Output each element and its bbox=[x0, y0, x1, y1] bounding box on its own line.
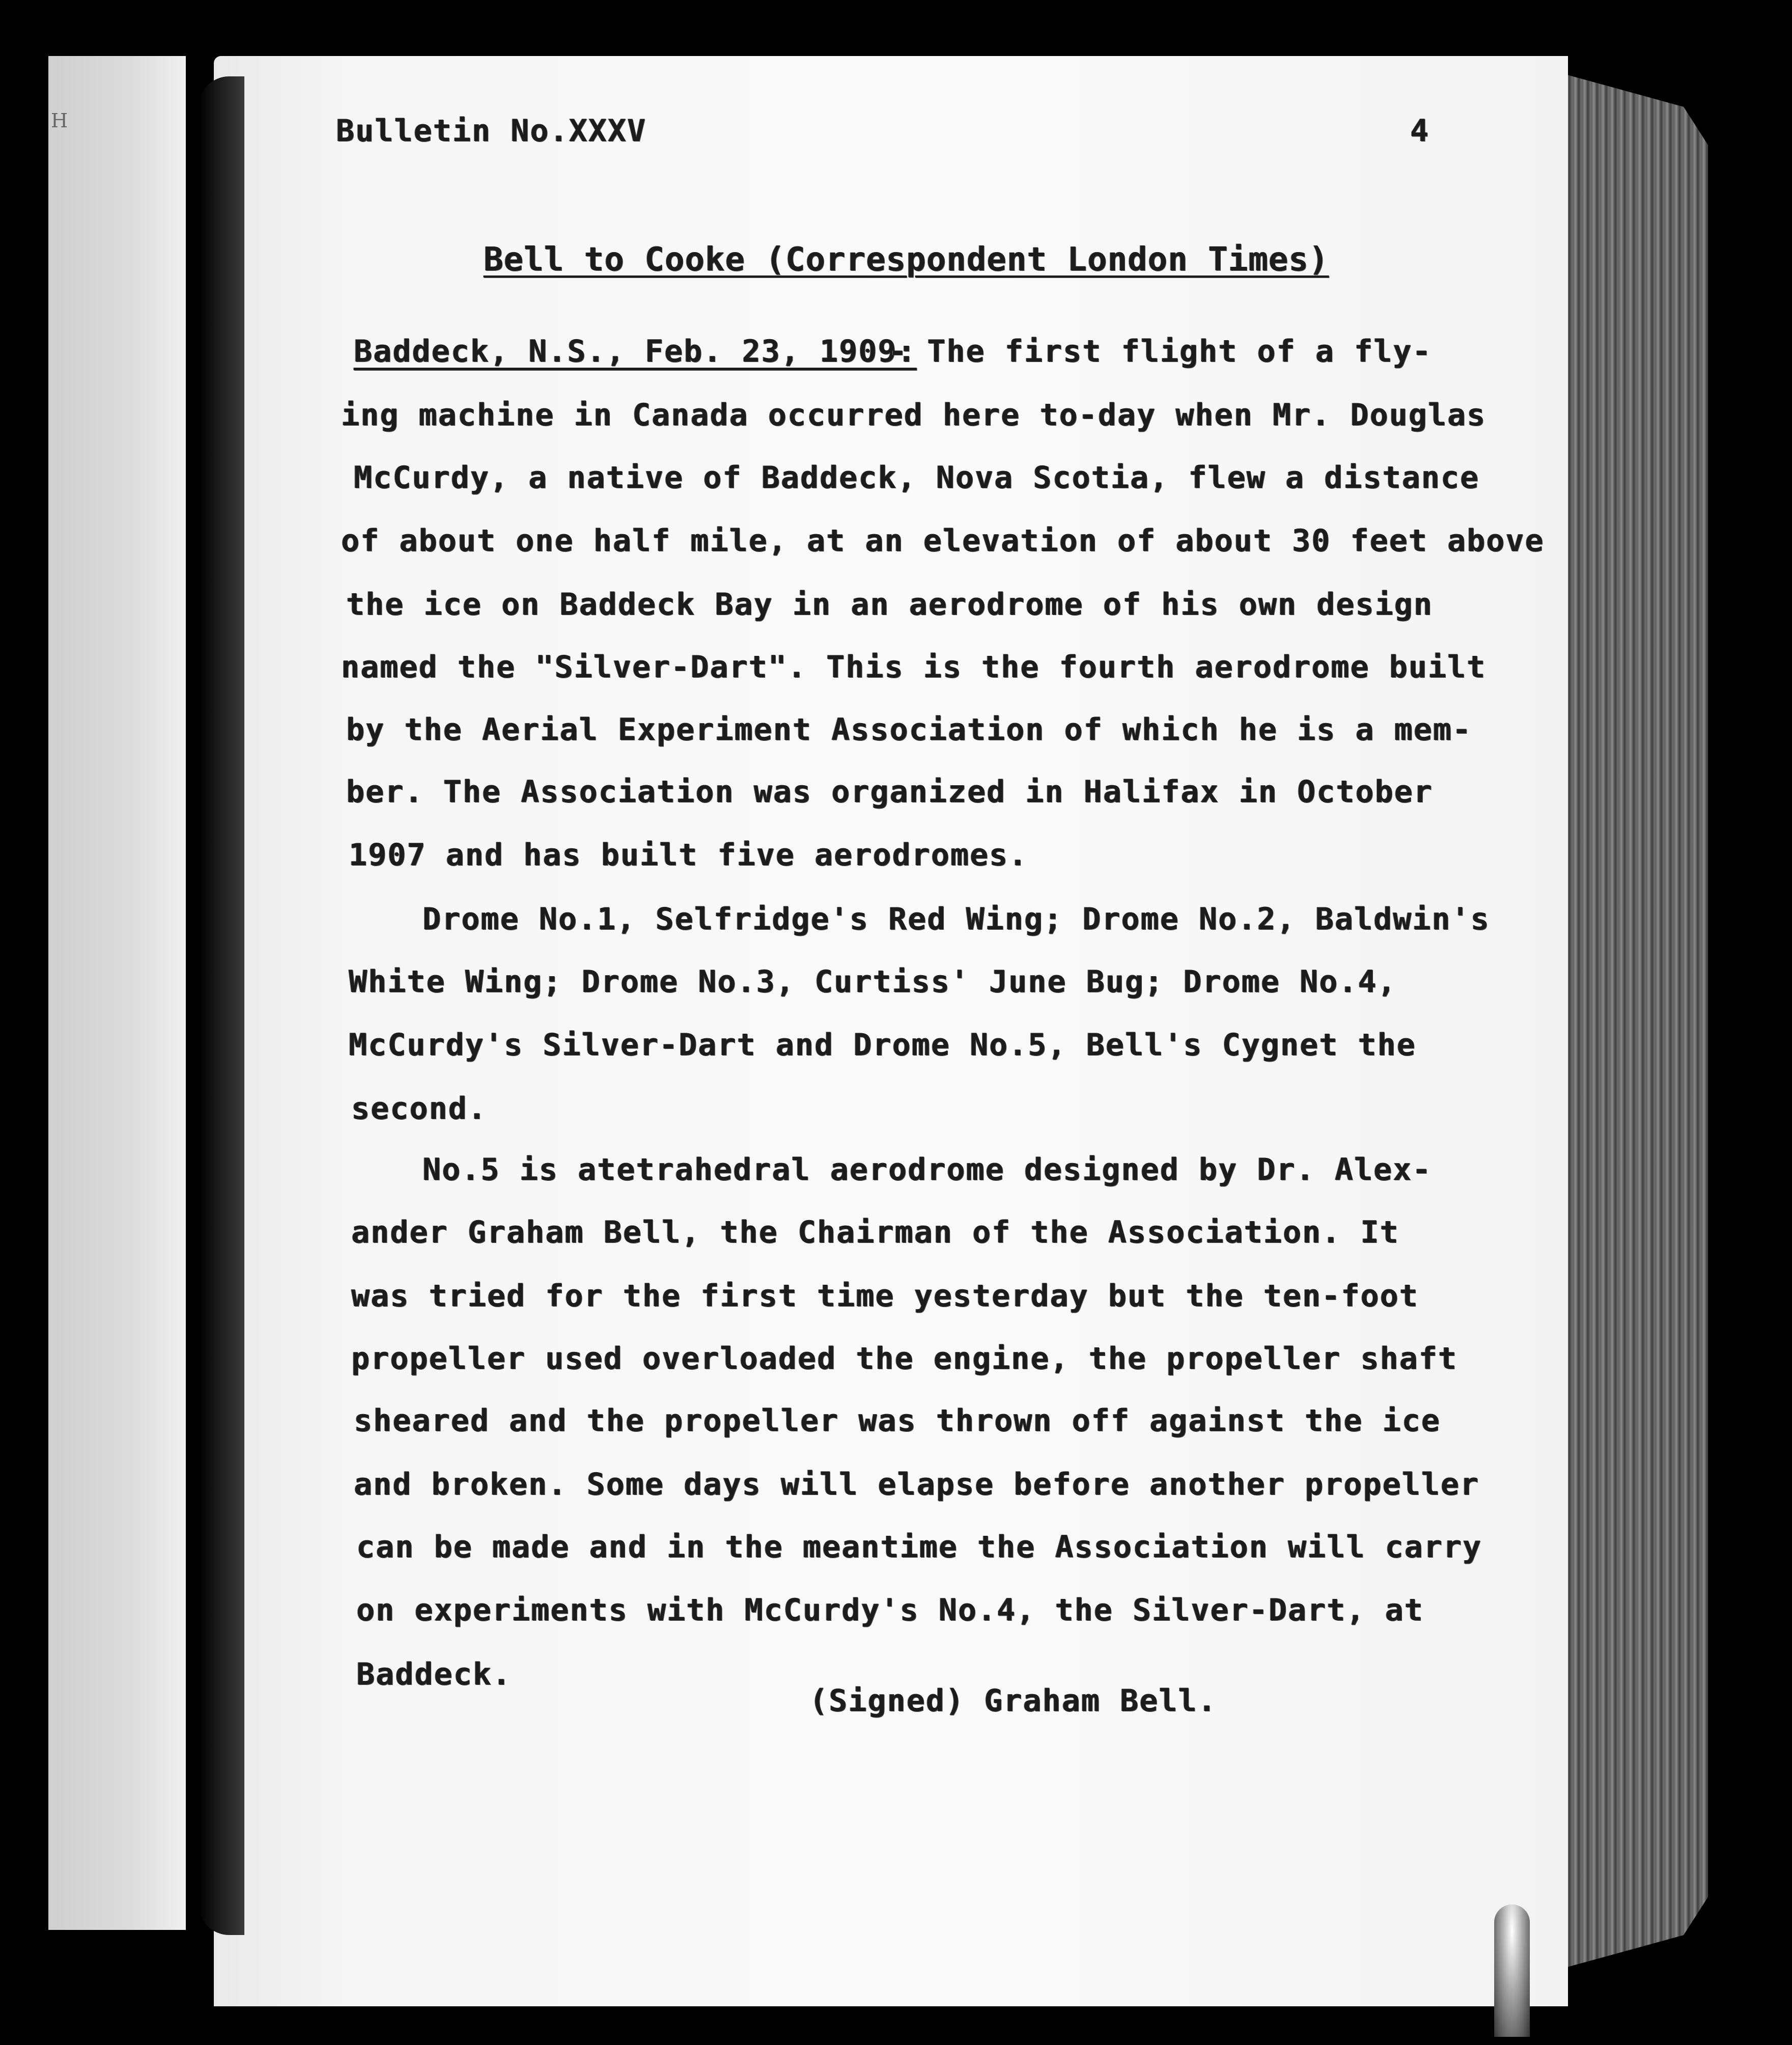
body-line: Drome No.1, Selfridge's Red Wing; Drome No.2, Baldwin's bbox=[423, 901, 1490, 937]
body-line: and broken. Some days will elapse before another propeller bbox=[354, 1467, 1480, 1502]
body-line: propeller used overloaded the engine, the propeller shaft bbox=[351, 1341, 1458, 1376]
book-gutter bbox=[199, 76, 244, 1935]
body-line: of about one half mile, at an elevation of about 30 feet above bbox=[341, 523, 1545, 559]
body-line: can be made and in the meantime the Association will carry bbox=[356, 1529, 1482, 1565]
body-line: ber. The Association was organized in Halifax in October bbox=[346, 774, 1433, 810]
body-line: ing machine in Canada occurred here to-day when Mr. Douglas bbox=[341, 397, 1487, 433]
page-number: 4 bbox=[1410, 113, 1429, 149]
left-page-edge bbox=[48, 56, 186, 1930]
body-line: Baddeck. bbox=[356, 1656, 512, 1692]
body-line: the ice on Baddeck Bay in an aerodrome of his own design bbox=[346, 587, 1433, 622]
letter-title: Bell to Cooke (Correspondent London Times) bbox=[484, 241, 1329, 279]
body-line: by the Aerial Experiment Association of which he is a mem- bbox=[346, 712, 1472, 748]
body-line: White Wing; Drome No.3, Curtiss' June Bug; Drome No.4, bbox=[349, 964, 1397, 1000]
book-page-edges bbox=[1545, 69, 1708, 1973]
body-line: McCurdy, a native of Baddeck, Nova Scotia, flew a distance bbox=[354, 460, 1480, 495]
body-line: was tried for the first time yesterday but the ten-foot bbox=[351, 1278, 1419, 1314]
body-line: second. bbox=[351, 1091, 487, 1126]
body-line: on experiments with McCurdy's No.4, the Silver-Dart, at bbox=[356, 1592, 1424, 1628]
body-line: - The first flight of a fly- bbox=[888, 334, 1432, 369]
left-page-text-fragment: H bbox=[51, 109, 69, 132]
body-line: McCurdy's Silver-Dart and Drome No.5, Bell's Cygnet the bbox=[349, 1027, 1416, 1063]
dateline: Baddeck, N.S., Feb. 23, 1909: bbox=[354, 334, 917, 369]
body-line: No.5 is atetrahedral aerodrome designed by Dr. Alex- bbox=[423, 1152, 1432, 1187]
body-line: sheared and the propeller was thrown off against the ice bbox=[354, 1403, 1441, 1439]
body-line: named the "Silver-Dart". This is the fourth aerodrome built bbox=[341, 649, 1487, 685]
body-line: 1907 and has built five aerodromes. bbox=[349, 837, 1028, 873]
body-line: ander Graham Bell, the Chairman of the Association. It bbox=[351, 1214, 1399, 1250]
bulletin-header: Bulletin No.XXXV bbox=[336, 113, 647, 149]
signature: (Signed) Graham Bell. bbox=[809, 1683, 1217, 1719]
bookmark-tab bbox=[1494, 1904, 1530, 2037]
